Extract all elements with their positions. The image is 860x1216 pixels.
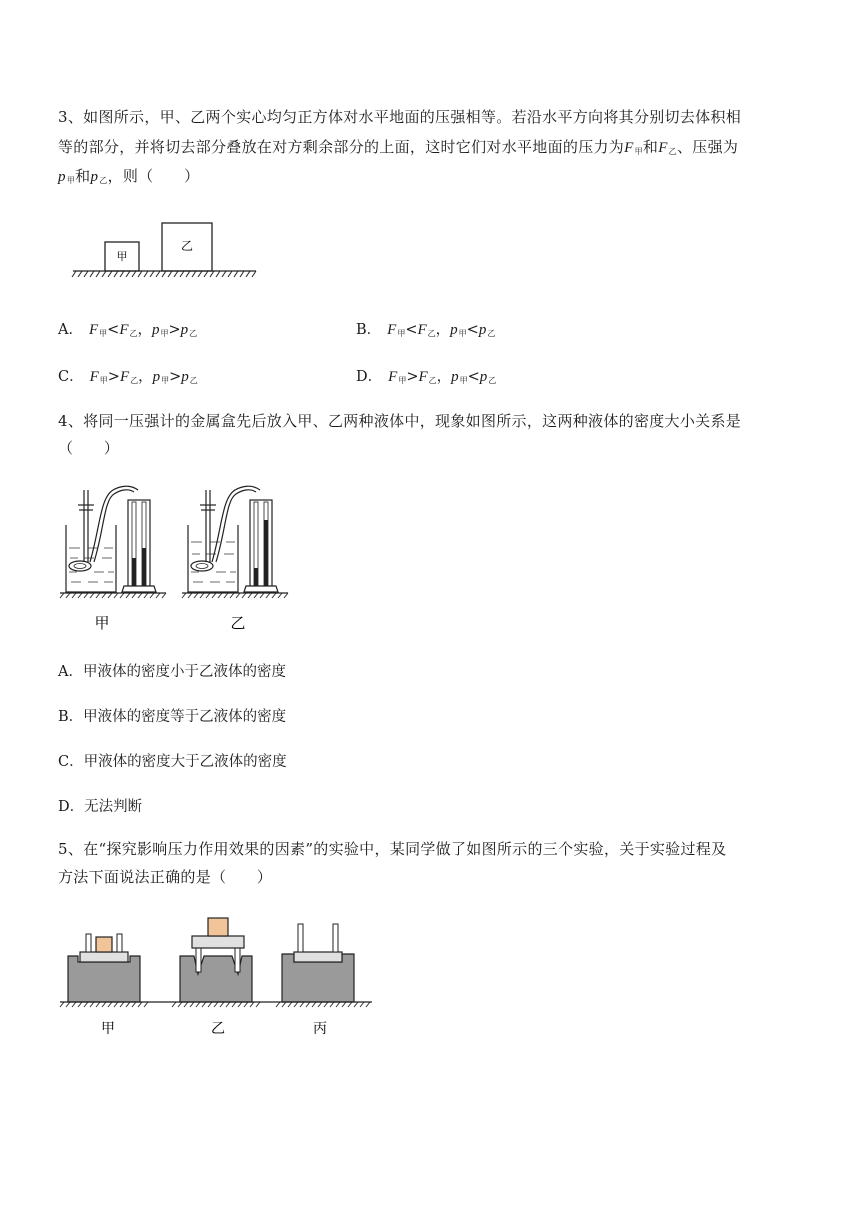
q3-ground-hatch (72, 271, 256, 277)
q4-pressure-gauge-figure (58, 480, 298, 635)
q4-option-d[interactable]: D．无法判断 (58, 799, 143, 815)
q5-sponge-figure (58, 912, 376, 1040)
q3-option-d[interactable]: D． $F_甲>F_乙$，$p_甲<p_乙$ (356, 369, 497, 385)
q3-cube-yi-label: 乙 (180, 239, 194, 253)
q4-setup-jia (60, 486, 166, 632)
q5-setup-yi (180, 918, 252, 1037)
q5-setup-bing (282, 924, 354, 1037)
q4-option-c[interactable]: C．甲液体的密度大于乙液体的密度 (58, 754, 287, 770)
q3-and-text-2: 和 (75, 167, 91, 185)
q5-ground-hatch (60, 1002, 370, 1007)
q3-symbol-F-yi: $F_乙$ (658, 140, 677, 156)
q5-label-jia: 甲 (101, 1021, 115, 1037)
q4-stem-line2: （ ） (58, 439, 120, 457)
q4-stem-line1: 4、将同一压强计的金属盒先后放入甲、乙两种液体中，现象如图所示，这两种液体的密度大小关系是 (58, 412, 742, 430)
q5-stem-line1: 5、在“探究影响压力作用效果的因素”的实验中，某同学做了如图所示的三个实验，关于实验过程及 (58, 840, 727, 858)
q5-label-yi: 乙 (211, 1021, 225, 1037)
q4-label-jia: 甲 (94, 614, 110, 632)
q3-option-c[interactable]: C． $F_甲>F_乙$，$p_甲>p_乙$ (58, 369, 198, 385)
q4-setup-yi (182, 486, 288, 632)
q3-symbol-F-jia: $F_甲$ (624, 140, 643, 156)
q3-stem-line2-text: 等的部分，并将切去部分叠放在对方剩余部分的上面，这时它们对水平地面的压力为 (58, 138, 625, 156)
q4-option-a[interactable]: A．甲液体的密度小于乙液体的密度 (58, 664, 286, 680)
q3-then-text: ，则（ ） (107, 167, 200, 185)
q3-pressure-text: 、压强为 (676, 138, 739, 156)
q3-stem-line2 (58, 136, 738, 157)
q4-option-b[interactable]: B．甲液体的密度等于乙液体的密度 (58, 709, 287, 725)
q3-cubes-figure (70, 218, 260, 282)
q5-label-bing: 丙 (313, 1021, 327, 1037)
q3-symbol-p-jia: $p_甲$ (58, 169, 76, 185)
q3-cube-jia-label: 甲 (116, 250, 128, 263)
q5-stem-line2: 方法下面说法正确的是（ ） (58, 868, 273, 886)
q3-stem-line3 (58, 165, 199, 186)
q3-stem-line1: 3、如图所示，甲、乙两个实心均匀正方体对水平地面的压强相等。若沿水平方向将其分别切去体积相 (58, 108, 742, 126)
q3-and-text: 和 (642, 138, 659, 156)
q5-setup-jia (68, 934, 140, 1037)
q4-label-yi: 乙 (230, 614, 246, 632)
q3-option-b[interactable]: B． $F_甲<F_乙$，$p_甲<p_乙$ (356, 322, 496, 338)
q3-symbol-p-yi: $p_乙$ (90, 169, 108, 185)
q3-option-a[interactable]: A． $F_甲<F_乙$，$p_甲>p_乙$ (58, 322, 198, 338)
